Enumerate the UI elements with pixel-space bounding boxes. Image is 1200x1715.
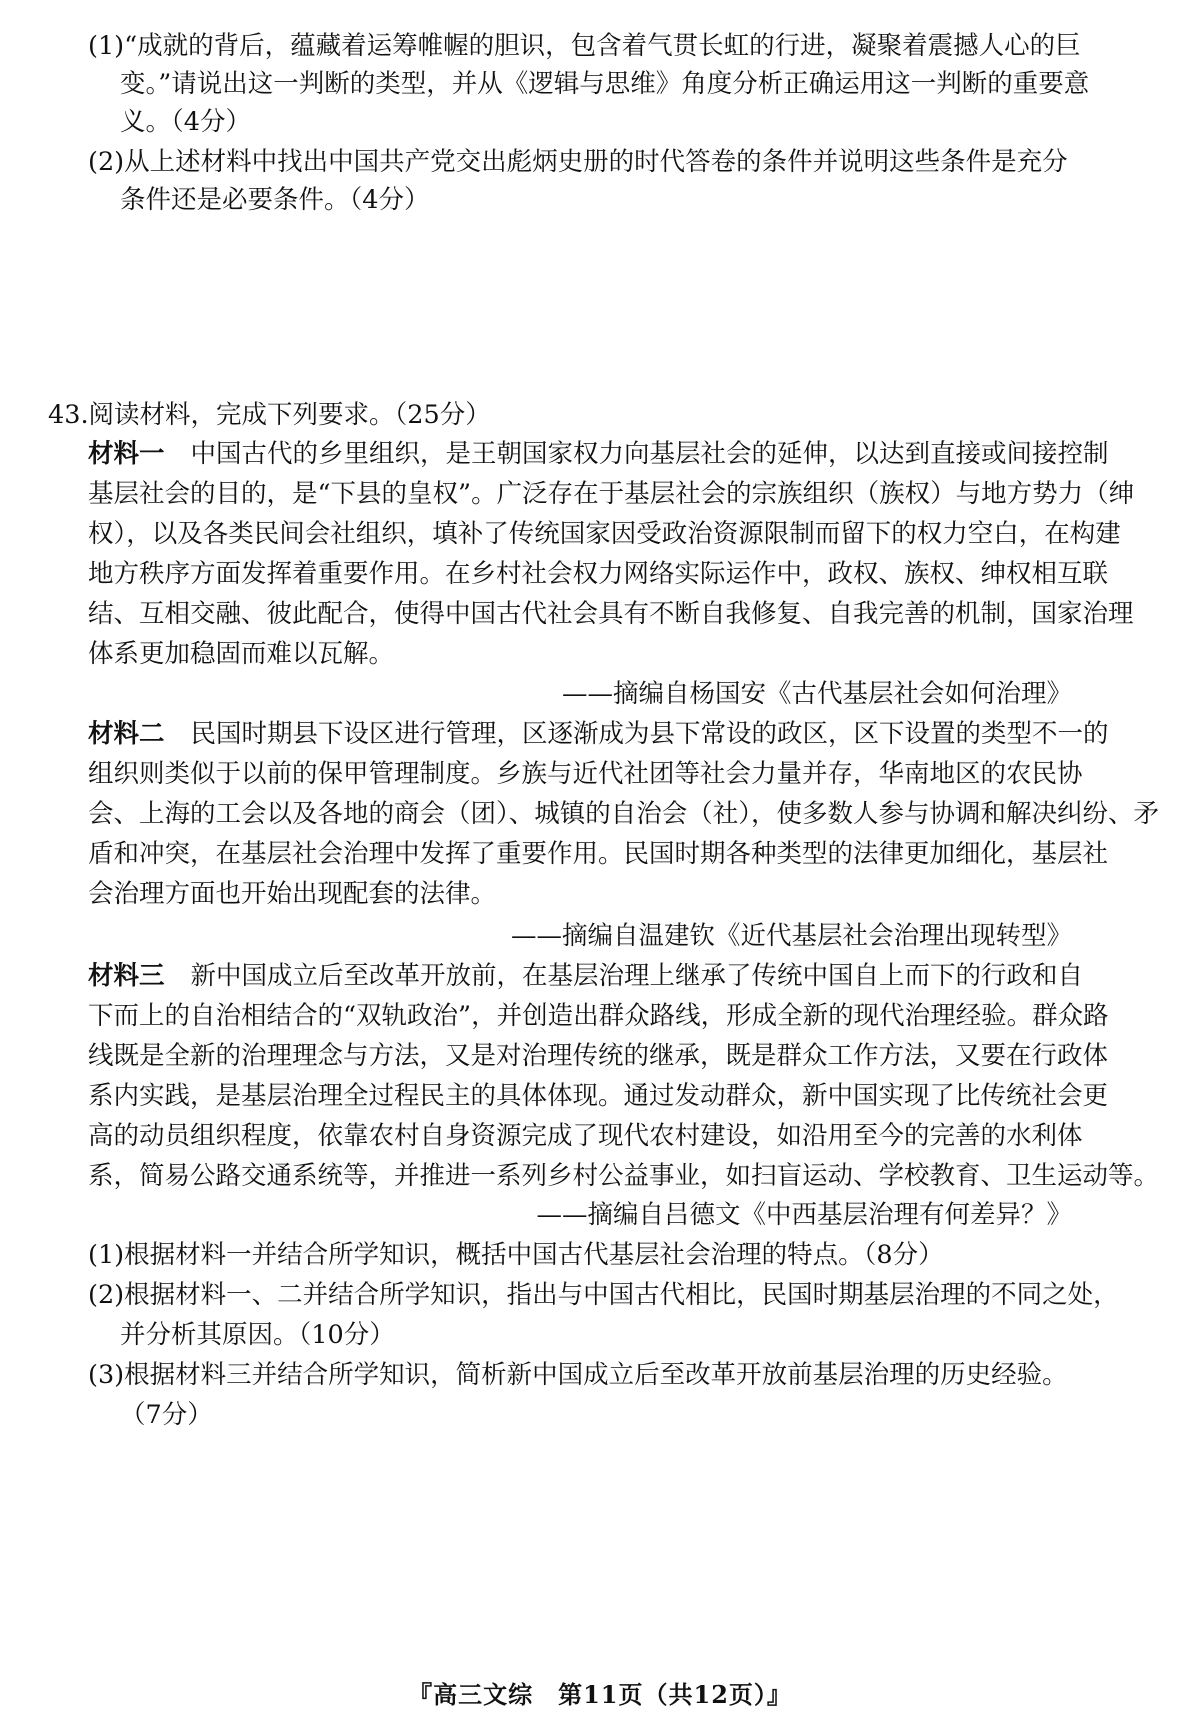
material3-label: 材料三 — [88, 961, 165, 991]
material3-text: 新中国成立后至改革开放前，在基层治理上继承了传统中国自上而下的行政和自 — [190, 961, 1084, 991]
material3-line1 — [88, 961, 1084, 991]
page-footer: 『高三文综 第11页（共12页）』 — [408, 1680, 792, 1709]
q42-part1-line3: 义。（4分） — [120, 107, 251, 137]
material1-line1 — [88, 439, 1109, 469]
material2-source: ——摘编自温建钦《近代基层社会治理出现转型》 — [510, 921, 1072, 951]
material1-source: ——摘编自杨国安《古代基层社会如何治理》 — [561, 679, 1072, 709]
material1-label: 材料一 — [88, 439, 165, 469]
q42-part2-line2: 条件还是必要条件。（4分） — [120, 185, 430, 215]
material2-text: 民国时期县下设区进行管理，区逐渐成为县下常设的政区，区下设置的类型不一的 — [190, 719, 1109, 749]
material2-line5: 会治理方面也开始出现配套的法律。 — [88, 879, 497, 909]
material2-line3: 会、上海的工会以及各地的商会（团）、城镇的自治会（社），使多数人参与协调和解决纠纷、矛 — [88, 799, 1160, 829]
q42-part1-line2: 变。”请说出这一判断的类型，并从《逻辑与思维》角度分析正确运用这一判断的重要意 — [120, 69, 1090, 99]
material1-line6: 体系更加稳固而难以瓦解。 — [88, 639, 395, 669]
q43-sub1: (1)根据材料一并结合所学知识，概括中国古代基层社会治理的特点。（8分） — [88, 1240, 944, 1270]
q43-sub3-line2: （7分） — [120, 1400, 213, 1430]
material3-line2: 下而上的自治相结合的“双轨政治”，并创造出群众路线，形成全新的现代治理经验。群众路 — [88, 1001, 1109, 1031]
material2-line4: 盾和冲突，在基层社会治理中发挥了重要作用。民国时期各种类型的法律更加细化，基层社 — [88, 839, 1109, 869]
q43-sub3-line1: (3)根据材料三并结合所学知识，简析新中国成立后至改革开放前基层治理的历史经验。 — [88, 1360, 1068, 1390]
material1-line3: 权），以及各类民间会社组织，填补了传统国家因受政治资源限制而留下的权力空白，在构建 — [88, 519, 1121, 549]
material2-line1 — [88, 719, 1109, 749]
q42-part2-line1: (2)从上述材料中找出中国共产党交出彪炳史册的时代答卷的条件并说明这些条件是充分 — [88, 147, 1068, 177]
material1-line2: 基层社会的目的，是“下县的皇权”。广泛存在于基层社会的宗族组织（族权）与地方势力（绅 — [88, 479, 1135, 509]
material1-text: 中国古代的乡里组织，是王朝国家权力向基层社会的延伸，以达到直接或间接控制 — [190, 439, 1109, 469]
q43-heading: 43.阅读材料，完成下列要求。（25分） — [48, 400, 491, 430]
material1-line5: 结、互相交融、彼此配合，使得中国古代社会具有不断自我修复、自我完善的机制，国家治理 — [88, 599, 1134, 629]
q43-sub2-line1: (2)根据材料一、二并结合所学知识，指出与中国古代相比，民国时期基层治理的不同之处， — [88, 1280, 1119, 1310]
material3-line6: 系，简易公路交通系统等，并推进一系列乡村公益事业，如扫盲运动、学校教育、卫生运动等。 — [88, 1161, 1160, 1191]
material3-line5: 高的动员组织程度，依靠农村自身资源完成了现代农村建设，如沿用至今的完善的水利体 — [88, 1121, 1083, 1151]
material2-label: 材料二 — [88, 719, 165, 749]
material3-source: ——摘编自吕德文《中西基层治理有何差异？》 — [536, 1200, 1072, 1230]
material3-line4: 系内实践，是基层治理全过程民主的具体体现。通过发动群众，新中国实现了比传统社会更 — [88, 1081, 1109, 1111]
q42-part1-line1: (1)“成就的背后，蕴藏着运筹帷幄的胆识，包含着气贯长虹的行进，凝聚着震撼人心的巨 — [88, 31, 1081, 61]
material1-line4: 地方秩序方面发挥着重要作用。在乡村社会权力网络实际运作中，政权、族权、绅权相互联 — [88, 559, 1109, 589]
q43-sub2-line2: 并分析其原因。（10分） — [120, 1320, 395, 1350]
material3-line3: 线既是全新的治理理念与方法，又是对治理传统的继承，既是群众工作方法，又要在行政体 — [88, 1041, 1109, 1071]
material2-line2: 组织则类似于以前的保甲管理制度。乡族与近代社团等社会力量并存，华南地区的农民协 — [88, 759, 1083, 789]
